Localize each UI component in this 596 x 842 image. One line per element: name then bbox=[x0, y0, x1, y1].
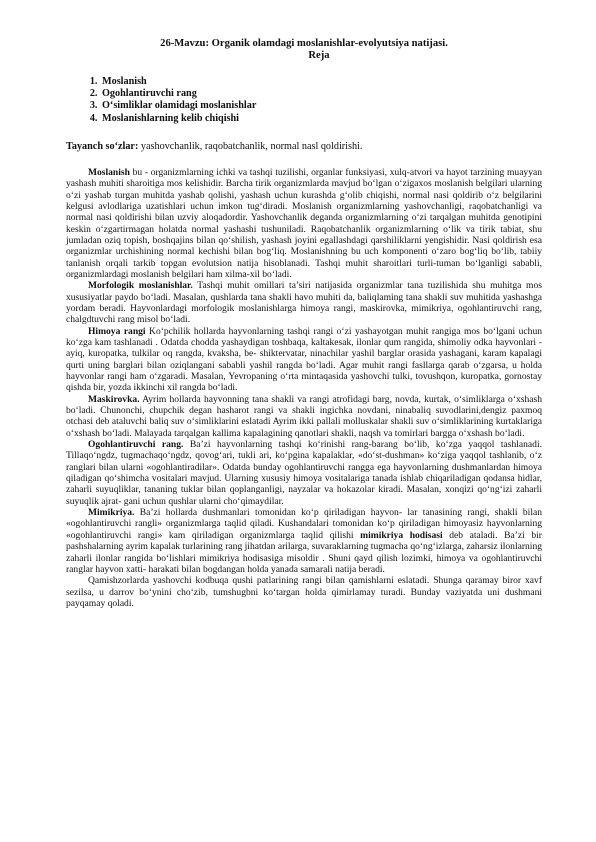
paragraph-term: Himoya rangi bbox=[88, 325, 146, 337]
paragraph-moslanish bbox=[66, 167, 542, 280]
paragraph-term: mimikriya hodisasi bbox=[360, 529, 443, 541]
keywords-text: yashovchanlik, raqobatchanlik, normal nasl qoldirishi. bbox=[138, 140, 363, 152]
paragraph-term: Maskirovka. bbox=[88, 393, 140, 405]
paragraph-term: Moslanish bbox=[88, 166, 130, 178]
paragraph-text: Ba’zi hayvonlarning tashqi ko‘rinishi rang-barang bo‘lib, ko‘zga yaqqol tashlanadi. Tillaqo‘ngdz, tugmachaqo‘ngdz, qovog‘ari, tukli ari, ko‘pgina kapalaklar, «do‘st-dushman» ko‘ziga yaqqol tashlanib, o‘z ranglari bilan ularni «ogohlantiradilar». Odatda bunday ogohlantiruvchi rangga ega hayvonlarning dushmanlardan himoya qiladigan qo‘shimcha vositalari mavjud. Ularning xususiy himoya vositalariga tanada ishlab chiqariladigan qodansa hidlar, zaharli suyuqliklar, tananing tuklar bilan qoplanganligi, nayzalar va hokazolar kiradi. Masalan, xonqizi qo‘ng‘izi zaharli suyuqlik ajrat- gani uchun qushlar ularni cho‘qimaydilar. bbox=[66, 439, 542, 507]
paragraph-text: Qamishzorlarda yashovchi kodbuqa qushi patlarining rangi bilan qamishlarni eslatadi. Shunga qaramay biror xavf sezilsa, u darrov bo‘ynini cho‘zib, tumshugbni ko‘targan holda qimirlamay turadi. Bunday vaziyatda uni dushmani payqamay qoladi. bbox=[66, 575, 542, 609]
paragraph-term: Morfologik moslanishlar. bbox=[88, 280, 193, 292]
paragraph-mimikriya bbox=[66, 507, 542, 575]
paragraph-text: Ayrim hollarda hayvonning tana shakli va rangi atrofidagi barg, novda, kurtak, o‘simliklarga o‘xshash bo‘ladi. Chunonchi, chupchik degan hasharot rangi va shakli ingichka novdani, ninabaliq suvodlarini,dengiz paxmoq otchasi deb ataluvchi baliq suv o‘simliklarini eslatadi Ayrim ikki pallali molluskalar shakli suv o‘simliklarining kurtaklariga o‘xshash bo‘ladi. Malayada tarqalgan kallima kapalagining qanotlari shakli, naqsh va tomirlari bargga o‘xshash bo‘ladi. bbox=[66, 393, 542, 439]
paragraph-text: Ba’zi hollarda dushmanlari tomonidan ko‘p qiriladigan hayvon- lar tanasining rangi, shakli bilan «ogohlantiruvchi rangli» organizmlarga taqlid qiladi. Kushandalari tomonidan ko‘p qiriladigan himoyasiz hayvonlarning «ogohlantiruvchi rangi» kam qiriladigan organizmlarga taqlid qilishi bbox=[66, 507, 542, 541]
paragraph-text: Ko‘pchilik hollarda hayvonlarning tashqi rangi o‘zi yashayotgan muhit rangiga mos bo‘lgani uchun ko‘zga kam tashlanadi . Odatda chodda yashaydigan toshbaqa, kaltakesak, ilonlar qum rangida, shimoliy odka hayvonlari - ayiq, kuropatka, tulkilar oq rangda, kvaksha, be- shiktervatar, ninachilar yashil barglar orasida yashagani, karam kapalagi qurti uning barglari bilan oziqlangani sababli yashil rangda bo‘ladi. Agar muhit rangi fasllarga qarab o‘zgarsa, u holda hayvonlar rangi ham o‘zgaradi. Masalan, Yevropaning o‘rta mintaqasida yashovchi tulki, tovushqon, kuropatka, gornostay qishda bir, yozda ikkinchi xil rangda bo‘ladi. bbox=[66, 325, 542, 394]
plan-item: 4. Moslanishlarning kelib chiqishi bbox=[100, 113, 542, 125]
keywords-label: Tayanch so‘zlar: bbox=[66, 140, 139, 152]
plan-item: 1. Moslanish bbox=[100, 76, 542, 88]
paragraph-himoya-rangi bbox=[66, 326, 542, 394]
plan-item: 2. Ogohlantiruvchi rang bbox=[100, 88, 542, 100]
paragraph-term: Ogohlantiruvchi rang. bbox=[88, 439, 184, 451]
paragraph-maskirovka bbox=[66, 394, 542, 439]
paragraph-kodbuqa bbox=[66, 575, 542, 609]
paragraph-morfologik bbox=[66, 280, 542, 325]
keywords-line bbox=[66, 141, 542, 153]
plan-heading: Reja bbox=[308, 50, 330, 61]
paragraph-ogohlantiruvchi-rang bbox=[66, 439, 542, 507]
plan-list bbox=[66, 76, 542, 125]
paragraph-text: deb ataladi. Ba’zi bir pashshalarning ayrim kapalak turlarining rang jihatdan arilarga, suvaraklarning tugmacha qo‘ng‘izlarga, zaharsiz ilonlarning zaharli ilonlar rangida bo‘lishlari mimikriya hodisasiga misoldir . Shuni qayd qilish lozimki, himoya va ogohlantiruvchi ranglar hayvon xatti- harakati bilan bogdangan holda yanada samarali natija beradi. bbox=[66, 529, 542, 575]
paragraph-term: Mimikriya. bbox=[88, 507, 135, 519]
plan-item: 3. O‘simliklar olamidagi moslanishlar bbox=[100, 100, 542, 112]
topic-title: 26-Mavzu: Organik olamdagi moslanishlar-evolyutsiya natijasi. bbox=[160, 38, 448, 49]
paragraph-text: bu - organizmlarning ichki va tashqi tuzilishi, organlar funksiyasi, xulq-atvori va hayot tarzining muayyan yashash muhiti sharoitiga mos kelishidir. Barcha tirik organizmlarda mavjud bo‘lgan o‘zigaxos moslanish belgilari ularning o‘zi yashab turgan muhitda yashab qolishi, yashash uchun kurashda g‘olib chiqishi, normal nasi qoldirib o‘z belgilarini kelgusi avlodlariga uzatishlari uchun imkon tug‘diradi. Moslanish organizmlarning yashovchanligi, raqobatchanligi va normal nasi qoldirishi bilan uzviy aloqadordir. Yashovchanlik deganda organizmlarning o‘zi tarqalgan muhitda genotipini keskin o‘zgartirmagan holatda normal yashashi tushuniladi. Raqobatchanlik organizmlarning o‘lik va tirik tabiat, shu jumladan oziq topish, boshqajins bilan qo‘shilish, yashash joyini egallashdagi qarshiliklarni yengishidir. Nasi qoldirish esa organizmlar urchishining normal kechishi bilan bog‘liq. Moslanishning bu uch komponenti o‘zaro bog‘liq bo‘lib, tabiiy tanlanish orqali tarkib topgan evolutsion natija hisoblanadi. Tashqi muhit sharoitlari turli-tuman bo‘lganligi sababli, organizmlardagi moslanish belgilari ham xilma-xil bo‘ladi. bbox=[66, 166, 542, 280]
paragraph-text: Tashqi muhit omillari ta’siri natijasida organizmlar tana tuzilishida shu muhitga mos xususiyatlar paydo bo‘ladi. Masalan, qushlarda tana shakli havo muhiti da, baliqlaming tana shakli suv muhitida yashashga yordam beradi. Hayvonlardagi morfologik moslanishlarga himoya rangi, maskirovka, mimikriya, ogohlantiruvchi rang, chalgdtuvchi rang misol bo‘ladi. bbox=[66, 280, 542, 326]
